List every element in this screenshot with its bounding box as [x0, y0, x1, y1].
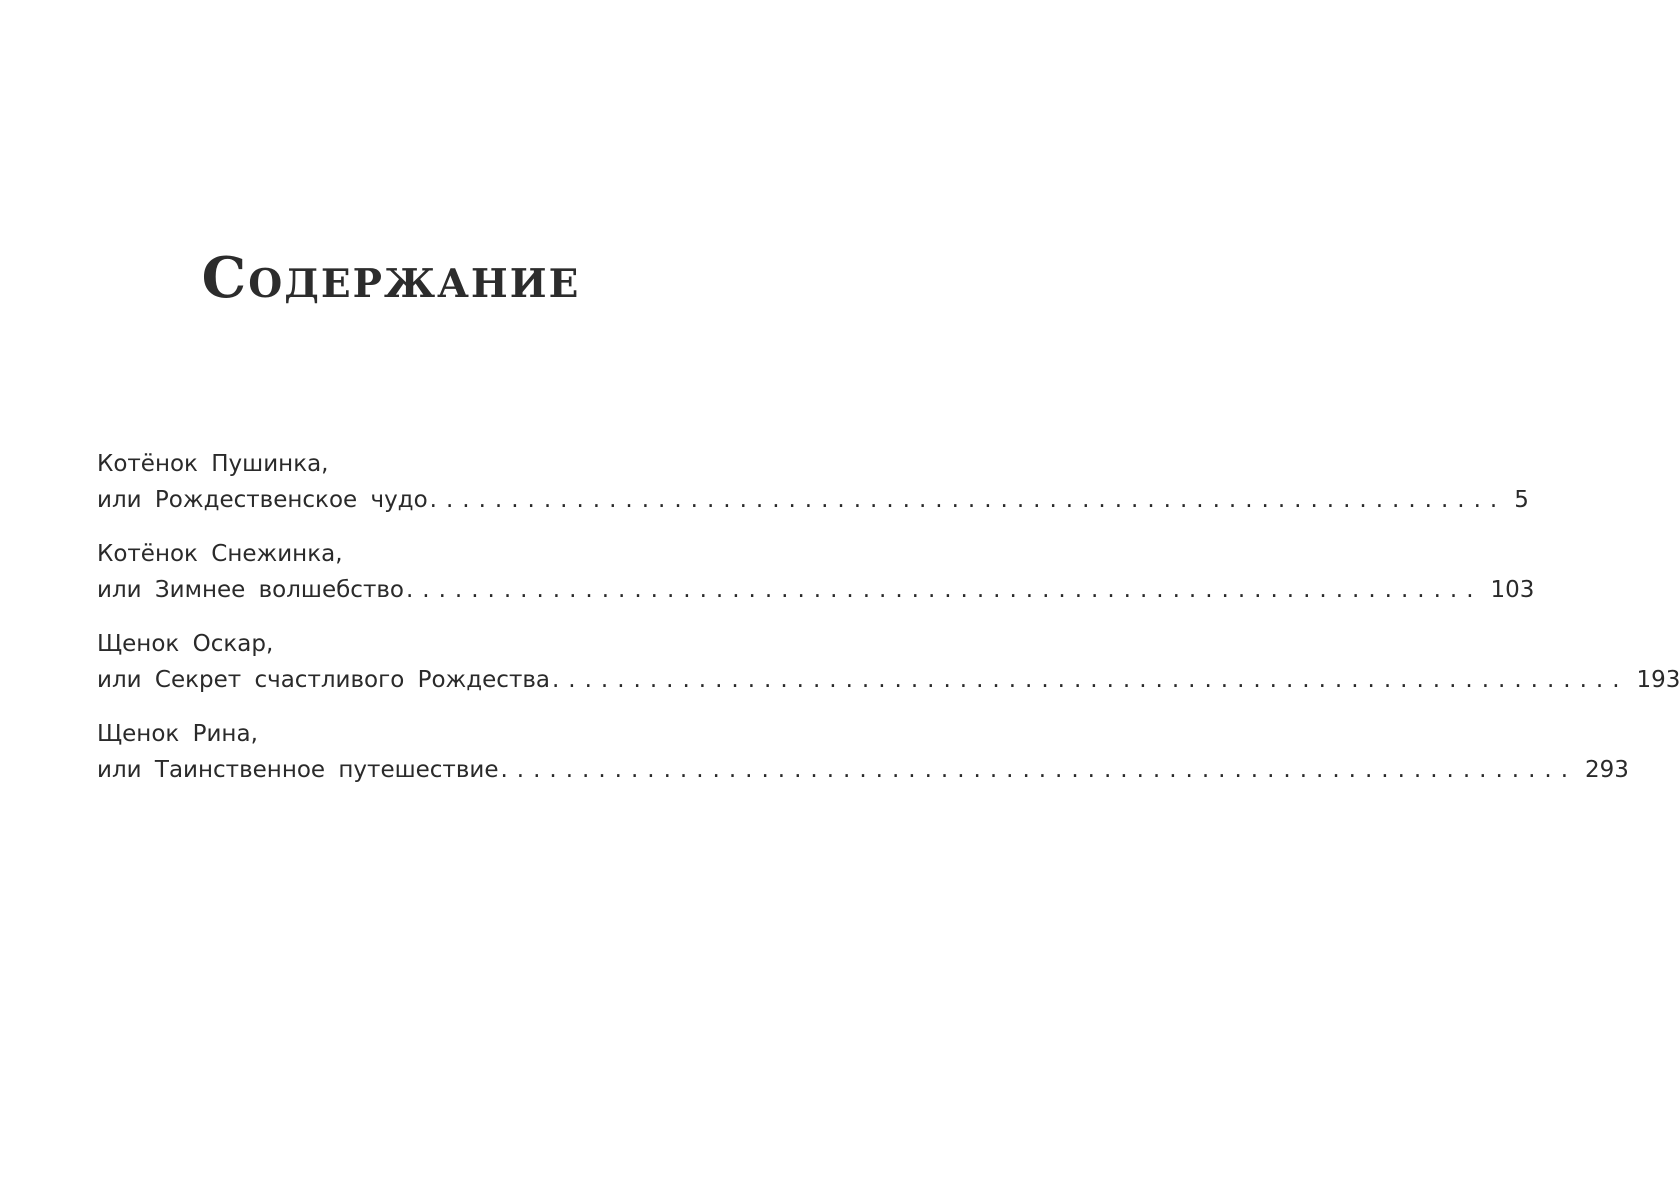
toc-page-number: 5 [1514, 487, 1529, 513]
toc-entry-title: Щенок Оскар, [97, 631, 274, 657]
page-title: Содержание [201, 245, 581, 311]
dot-leader: .................................................................. [500, 757, 1578, 783]
toc-entry-subtitle: или Таинственное путешествие [97, 757, 499, 783]
toc-entry [97, 710, 1629, 800]
toc-entry [97, 530, 1535, 620]
toc-entry-title: Котёнок Снежинка, [97, 541, 343, 567]
toc-entry-title: Щенок Рина, [97, 721, 258, 747]
dot-leader: .................................................................. [552, 667, 1629, 693]
table-of-contents [97, 440, 1680, 800]
toc-entry-subtitle: или Секрет счастливого Рождества [97, 667, 550, 693]
toc-page-number: 293 [1585, 757, 1629, 783]
toc-entry [97, 440, 1529, 530]
toc-entry-subtitle: или Рождественское чудо [97, 487, 428, 513]
toc-entry [97, 620, 1680, 710]
toc-page-number: 103 [1490, 577, 1535, 603]
toc-entry-subtitle: или Зимнее волшебство [97, 577, 404, 603]
dot-leader: .................................................................. [429, 487, 1507, 513]
dot-leader: .................................................................. [405, 577, 1483, 603]
toc-page-number: 193 [1636, 667, 1680, 693]
toc-entry-title: Котёнок Пушинка, [97, 451, 329, 477]
